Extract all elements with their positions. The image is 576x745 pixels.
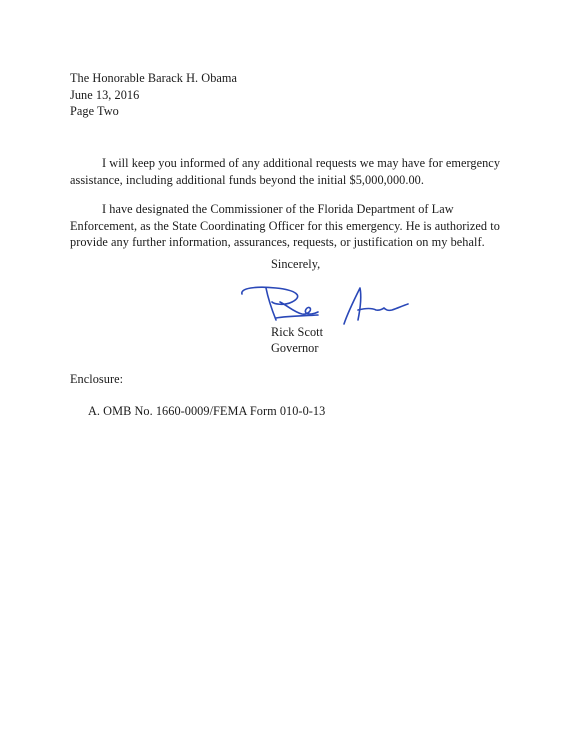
enclosure-item: A. OMB No. 1660-0009/FEMA Form 010-0-13: [88, 404, 326, 418]
signatory-name: Rick Scott: [271, 325, 324, 339]
recipient-line: The Honorable Barack H. Obama: [70, 71, 238, 85]
signature-image: [236, 280, 416, 330]
body-paragraph-1: I will keep you informed of any additional requests we may have for emergency assistance, including additional funds beyond the initial $5,000,000.00.: [70, 156, 501, 187]
body-paragraph-2: I have designated the Commissioner of the Florida Department of Law Enforcement, as the State Coordinating Officer for this emergency. He is authorized to provide any further information, assurances, requests, or justification on my behalf.: [70, 202, 500, 249]
letter-header: [70, 70, 237, 120]
closing-salutation: Sincerely,: [271, 257, 321, 271]
enclosure-label: Enclosure:: [70, 372, 124, 386]
page-number-line: Page Two: [70, 104, 119, 118]
signatory-title: Governor: [271, 341, 319, 355]
date-line: June 13, 2016: [70, 87, 140, 102]
